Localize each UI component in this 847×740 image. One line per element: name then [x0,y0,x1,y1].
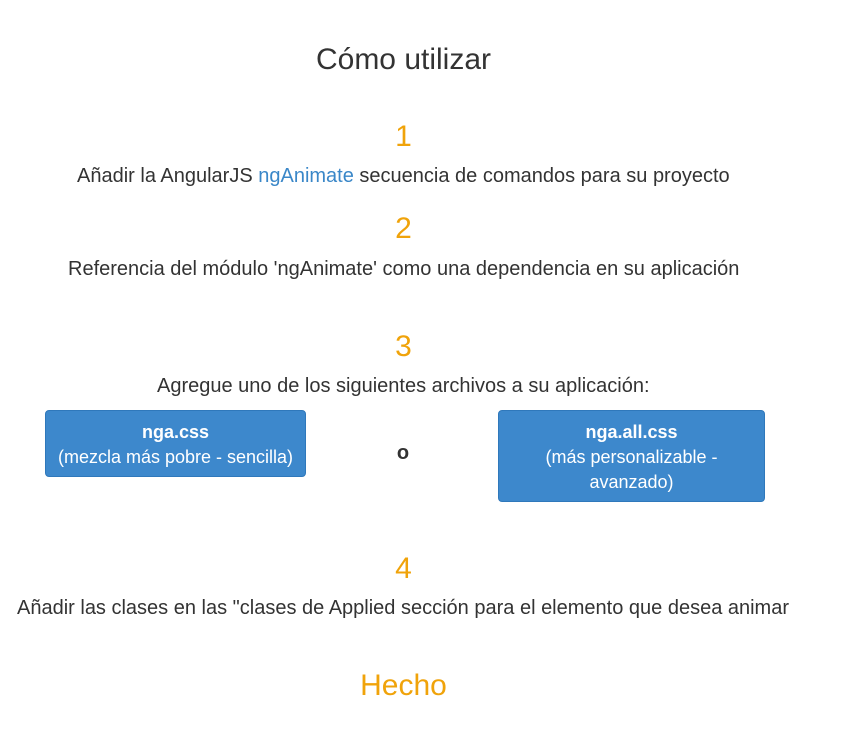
step-1-text-before: Añadir la AngularJS [77,165,253,187]
step-number-4: 4 [395,552,412,585]
done-heading: Hecho [360,669,447,702]
nga-all-css-button[interactable] [498,410,765,502]
page-title: Cómo utilizar [315,43,492,76]
nga-css-button-subtitle: (mezcla más pobre - sencilla) [57,447,294,467]
nga-css-button-title: nga.css [141,422,210,442]
nga-all-css-button-title: nga.all.css [585,422,678,442]
step-text-4: Añadir las clases en las "clases de Applied sección para el elemento que desea animar [17,597,790,619]
or-separator: o [396,442,410,464]
step-text-3: Agregue uno de los siguientes archivos a su aplicación: [157,375,650,397]
step-text-2: Referencia del módulo 'ngAnimate' como una dependencia en su aplicación [68,258,740,280]
step-number-2: 2 [395,212,412,245]
step-number-1: 1 [395,120,412,153]
step-1-text-after: secuencia de comandos para su proyecto [359,165,730,187]
nganimate-link[interactable]: ngAnimate [258,165,354,187]
nga-all-css-button-subtitle: (más personalizable - avanzado) [545,447,718,492]
step-text-1 [77,163,730,189]
nga-css-button[interactable] [45,410,306,477]
step-number-3: 3 [395,330,412,363]
